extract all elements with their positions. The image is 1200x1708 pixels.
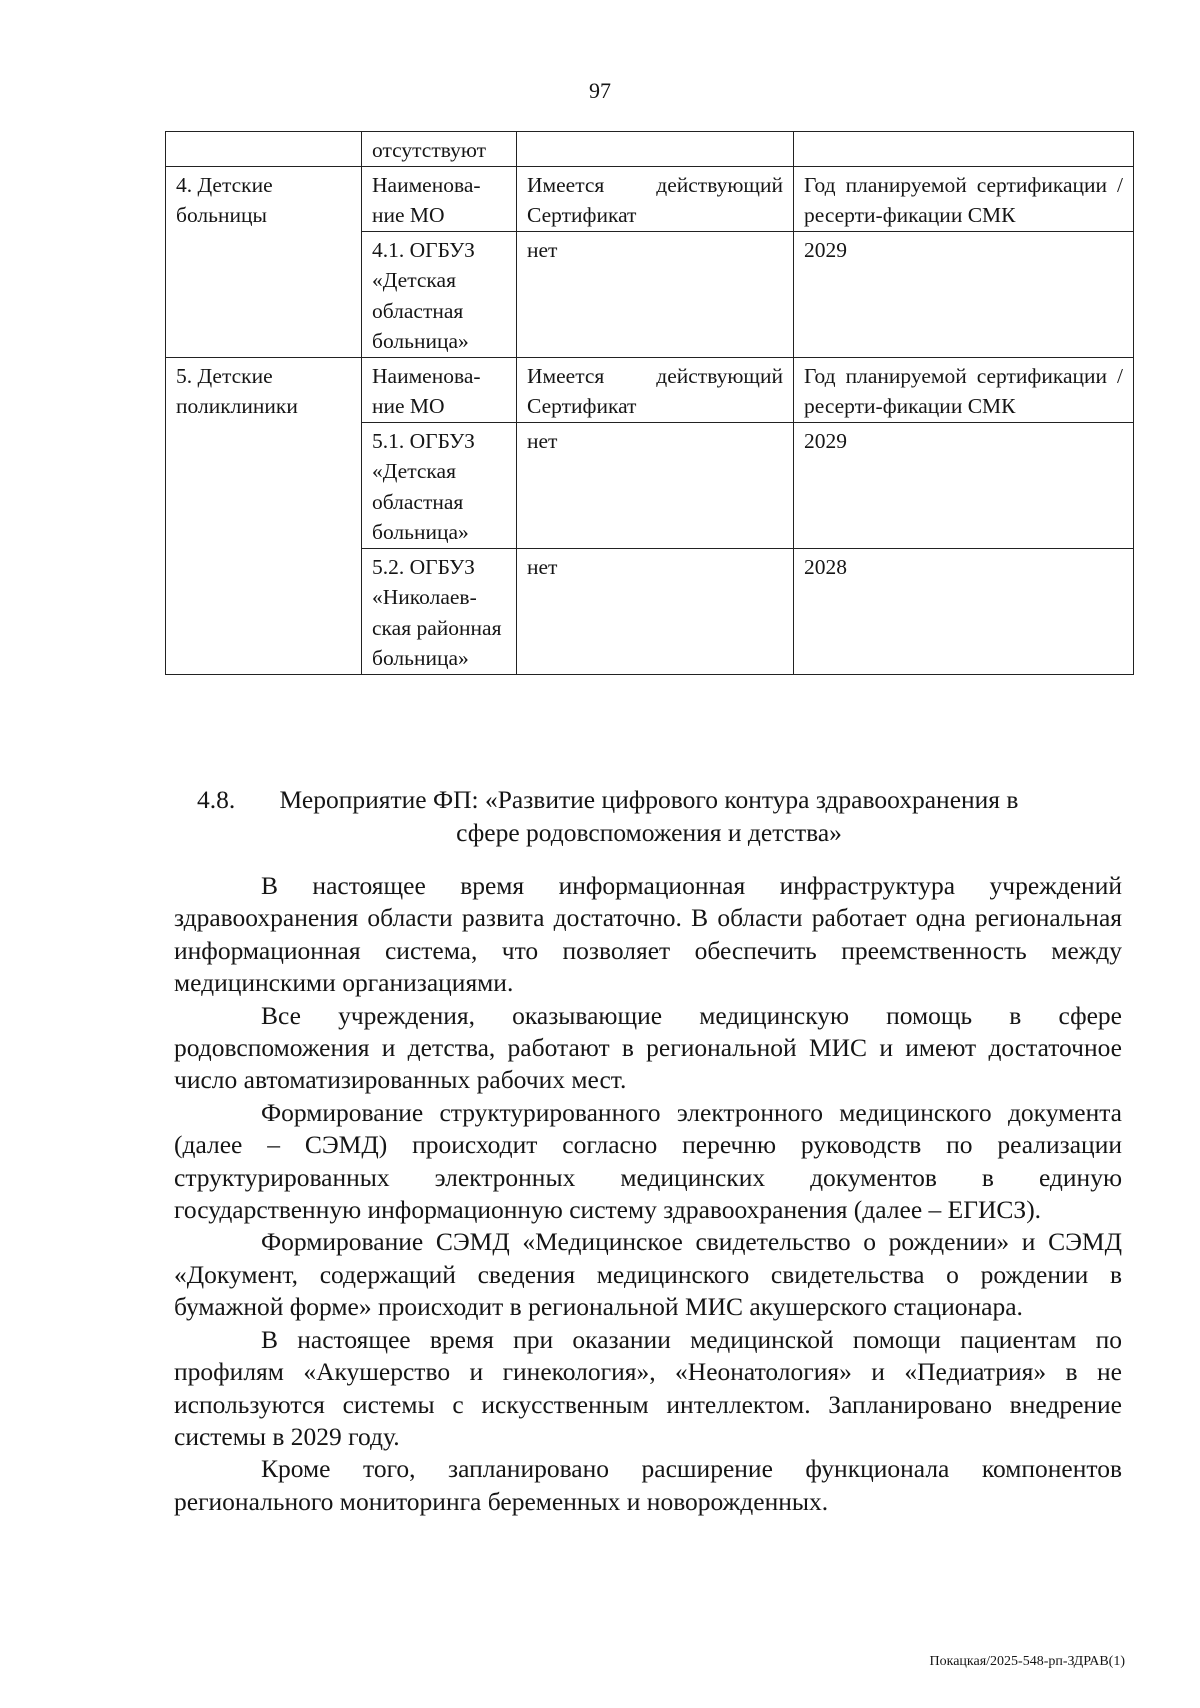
- certificate-cell: нет: [517, 548, 794, 674]
- column-header-year: Год планируемой сертификации / ресерти-фикации СМК: [794, 357, 1134, 422]
- category-cell: 5. Детские поликлиники: [166, 357, 362, 674]
- column-header-year: Год планируемой сертификации / ресерти-фикации СМК: [794, 166, 1134, 231]
- table-cell: [517, 132, 794, 167]
- column-header-certificate: Имеется действующий Сертификат: [517, 357, 794, 422]
- paragraph: В настоящее время при оказании медицинской помощи пациентам по профилям «Акушерство и гинекология», «Неонатология» и «Педиатрия» в не используются системы с искусственным интеллектом. Запланировано внедрение системы в 2029 году.: [174, 1324, 1122, 1451]
- column-header-name: Наименова-ние МО: [362, 357, 517, 422]
- paragraph: Формирование СЭМД «Медицинское свидетельство о рождении» и СЭМД «Документ, содержащий сведения медицинского свидетельства о рождении в бумажной форме» происходит в региональной МИС акушерского стационара.: [174, 1227, 1122, 1322]
- section-title-line: сфере родовспоможения и детства»: [456, 818, 842, 847]
- body-text: [174, 870, 1122, 1518]
- section-title-line: Мероприятие ФП: «Развитие цифрового контура здравоохранения в: [279, 785, 1019, 814]
- paragraph: Все учреждения, оказывающие медицинскую помощь в сфере родовспоможения и детства, работают в региональной МИС и имеют достаточное число автоматизированных рабочих мест.: [174, 1000, 1122, 1095]
- paragraph: Формирование структурированного электронного медицинского документа (далее – СЭМД) происходит согласно перечню руководств по реализации структурированных электронных медицинских документов в единую государственную информационную систему здравоохранения (далее – ЕГИСЗ).: [174, 1097, 1122, 1225]
- column-header-certificate: Имеется действующий Сертификат: [517, 166, 794, 231]
- table-cell: отсутствуют: [362, 132, 517, 167]
- section-number: 4.8.: [197, 785, 236, 814]
- paragraph: Кроме того, запланировано расширение функционала компонентов регионального мониторинга беременных и новорожденных.: [174, 1454, 1122, 1516]
- organization-name-cell: 4.1. ОГБУЗ «Детская областная больница»: [362, 231, 517, 357]
- footer-document-code: Покацкая/2025-548-рп-ЗДРАВ(1): [929, 1654, 1125, 1669]
- organization-name-cell: 5.2. ОГБУЗ «Николаев-ская районная больница»: [362, 548, 517, 674]
- certificate-cell: нет: [517, 231, 794, 357]
- table-cell: [794, 132, 1134, 167]
- year-cell: 2029: [794, 231, 1134, 357]
- page-number: 97: [589, 78, 611, 103]
- table-row: [166, 166, 1134, 231]
- certificate-cell: нет: [517, 422, 794, 548]
- category-cell: 4. Детские больницы: [166, 166, 362, 357]
- paragraph: В настоящее время информационная инфраструктура учреждений здравоохранения области развита достаточно. В области работает одна региональная информационная система, что позволяет обеспечить преемственность между медицинскими организациями.: [174, 871, 1122, 998]
- year-cell: 2029: [794, 422, 1134, 548]
- certification-table: [165, 131, 1134, 675]
- year-cell: 2028: [794, 548, 1134, 674]
- organization-name-cell: 5.1. ОГБУЗ «Детская областная больница»: [362, 422, 517, 548]
- section-heading: [165, 783, 1133, 849]
- table-row: [166, 132, 1134, 167]
- table-row: [166, 357, 1134, 422]
- table-cell: [166, 132, 362, 167]
- column-header-name: Наименова-ние МО: [362, 166, 517, 231]
